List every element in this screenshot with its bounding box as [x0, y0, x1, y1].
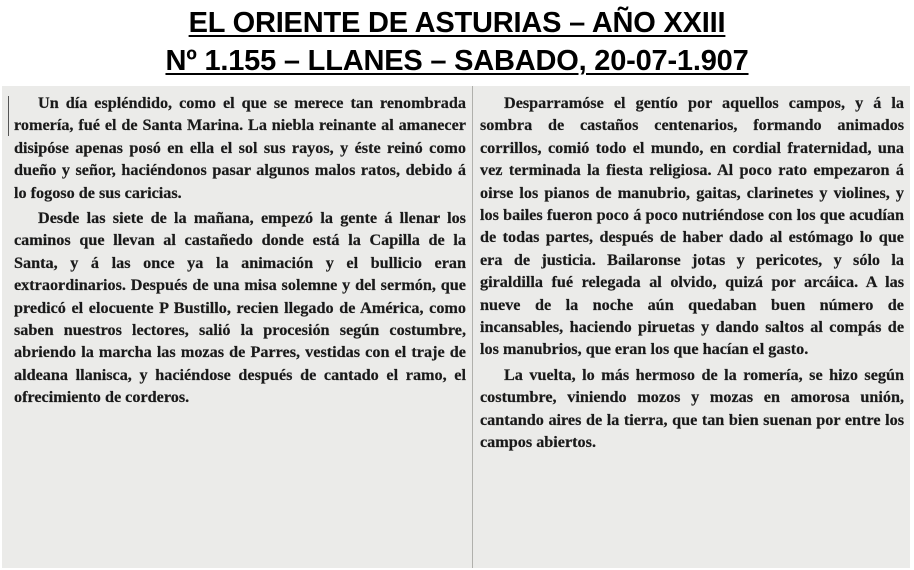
header-issue-line: Nº 1.155 – LLANES – SABADO, 20-07-1.907 [165, 45, 749, 77]
article-left-column [14, 92, 466, 409]
column-divider [472, 86, 473, 568]
clipping-edge-rule [8, 96, 9, 136]
article-paragraph: La vuelta, lo más hermoso de la romería, se hizo según costumbre, viniendo mozos y mozas en amorosa unión, cantando aires de la tierra, que tan bien suenan por entre los campos abiertos. [480, 365, 904, 452]
article-paragraph: Un día espléndido, como el que se merece tan renombrada romería, fué el de Santa Marina. La niebla reinante al amanecer disipóse apenas posó en ella el sol sus rayos, y éste reinó como dueño y señor, haciéndonos pasar algunos malos ratos, debido á lo fogoso de sus caricias. [14, 94, 466, 202]
article-paragraph: Desde las siete de la mañana, empezó la gente á llenar los caminos que llevan al castañedo donde está la Capilla de la Santa, y á las once ya la animación y el bullicio eran extraordinarios. Después de una misa solemne y del sermón, que predicó el elocuente P Bustillo, recien llegado de América, como saben nuestros lectores, salió la procesión según costumbre, abriendo la marcha las mozas de Parres, vestidas con el traje de aldeana llanisca, y haciéndose después de cantado el ramo, el ofrecimiento de corderos. [14, 209, 466, 407]
article-right-column [480, 92, 904, 454]
newspaper-header [0, 4, 914, 80]
header-title: EL ORIENTE DE ASTURIAS – AÑO XXIII [188, 7, 726, 39]
article-paragraph: Desparramóse el gentío por aquellos campos, y á la sombra de castaños centenarios, formando animados corrillos, comió todo el mundo, en cordial fraternidad, una vez terminada la fiesta religiosa. Al poco rato empezaron á oirse los pianos de manubrio, gaitas, clarinetes y violines, y los bailes fueron poco á poco nutriéndose con los que acudían de todas partes, después de haber dado al estómago lo que era de justicia. Bailaronse jotas y pericotes, y sólo la giraldilla fué relegada al olvido, quizá por arcáica. A las nueve de la noche aún quedaban buen número de incansables, haciendo piruetas y dando saltos al compás de los manubrios, que eran los que hacían el gasto. [480, 94, 904, 359]
